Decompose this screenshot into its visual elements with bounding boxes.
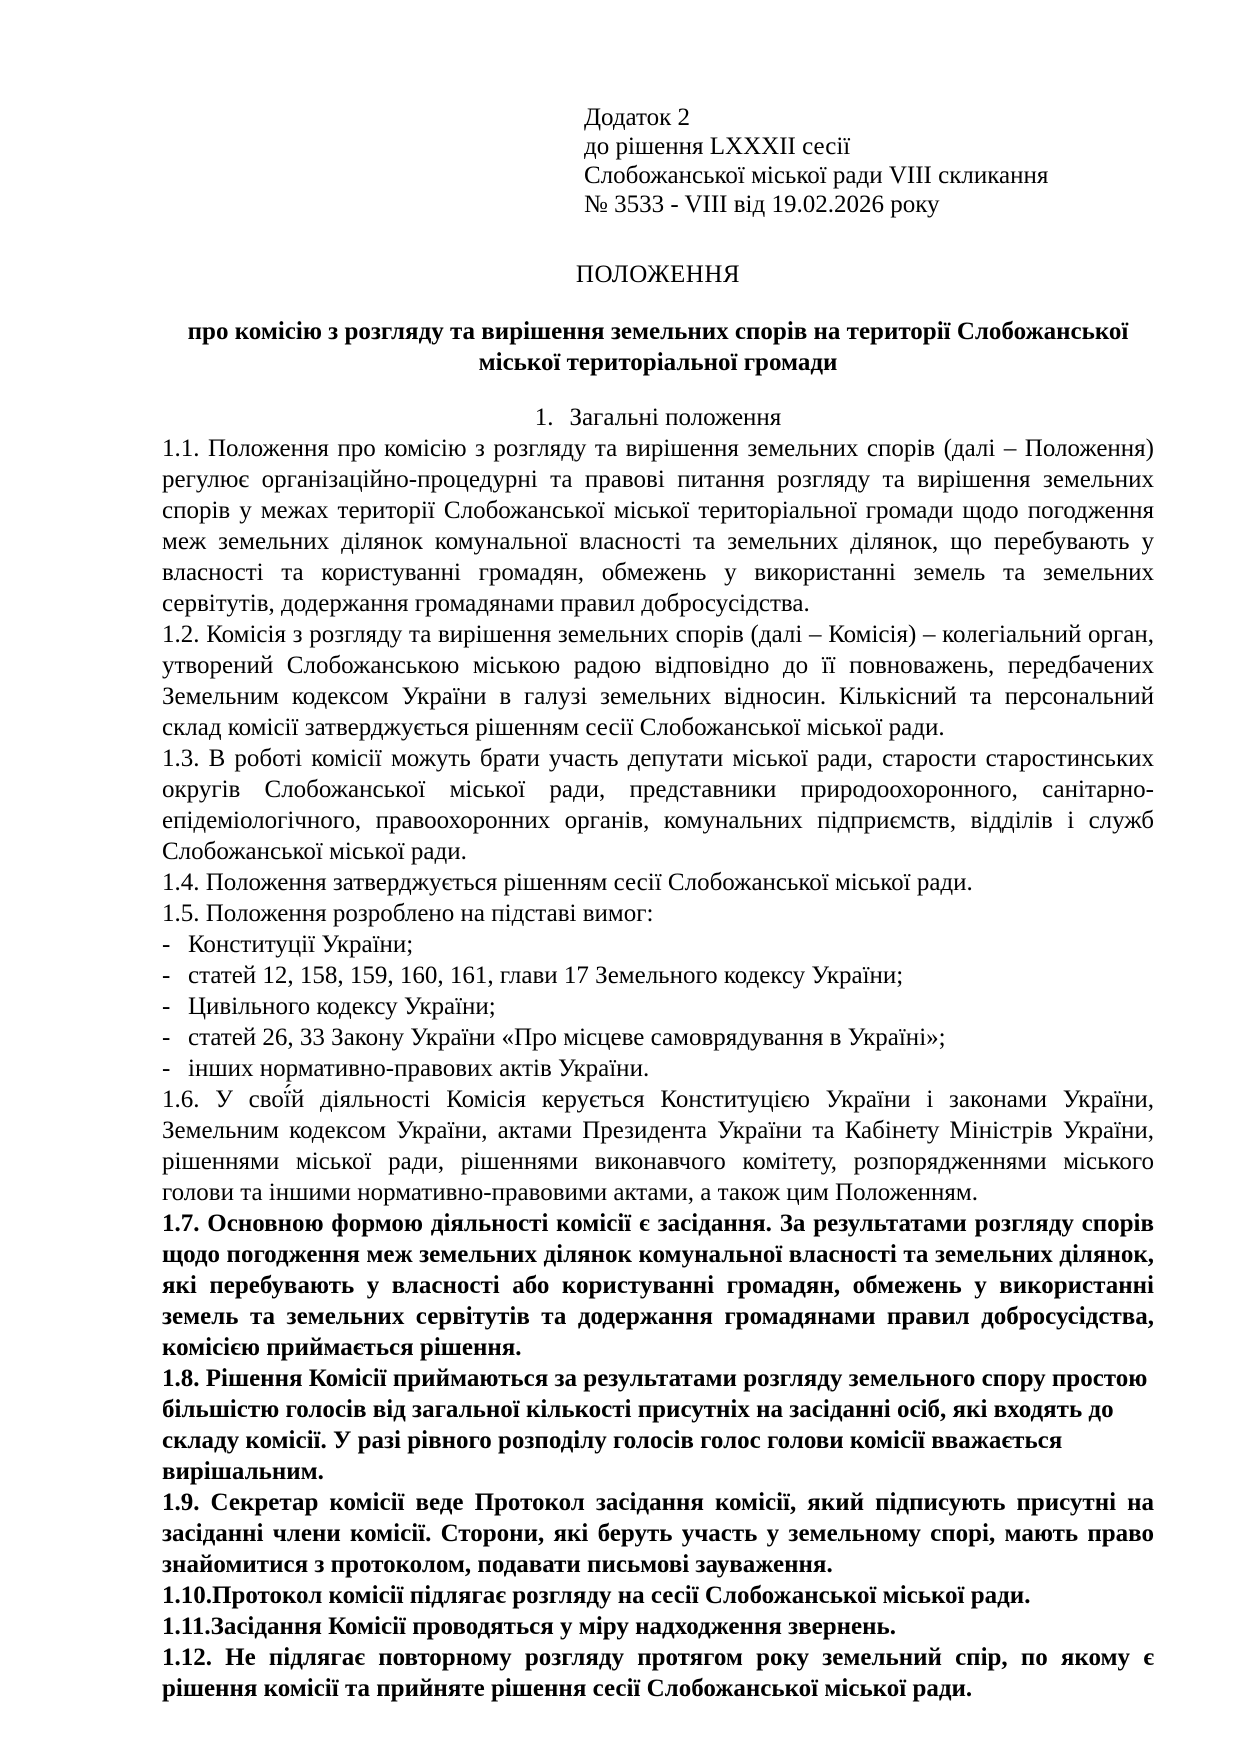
paragraph-1-12: 1.12. Не підлягає повторному розгляду протягом року земельний спір, по якому є рішення комісії та прийняте рішення сесії Слобожанської міської ради. xyxy=(162,1644,1154,1702)
paragraph-1-4: 1.4. Положення затверджується рішенням сесії Слобожанської міської ради. xyxy=(162,869,973,896)
section-number: 1. xyxy=(534,404,554,431)
list-item xyxy=(162,929,1154,960)
list-item xyxy=(162,1022,1154,1053)
list-item-text: статей 26, 33 Закону України «Про місцеве самоврядування в Україні»; xyxy=(188,1024,946,1051)
list-item-text: інших нормативно-правових актів України. xyxy=(188,1055,650,1082)
list-item-dash: - xyxy=(162,962,171,989)
document-subtitle: про комісію з розгляду та вирішення земельних спорів на території Слобожанської міської територіальної громади xyxy=(187,318,1129,376)
list-item-text: статей 12, 158, 159, 160, 161, глави 17 Земельного кодексу України; xyxy=(188,962,904,989)
appendix-line-1: Додаток 2 xyxy=(584,104,690,131)
paragraph-1-8: 1.8. Рішення Комісії приймаються за результатами розгляду земельного спору простою більшістю голосів від загальної кількості присутніх на засіданні осіб, які входять до складу комісії. У разі рівного розподілу голосів голос голови комісії вважається вирішальним. xyxy=(162,1365,1148,1485)
paragraph-1-6: 1.6. У свої́й діяльності Комісія керується Конституцією України і законами України, Земельним кодексом України, актами Президента України та Кабінету Міністрів України, рішеннями міської ради, рішеннями виконавчого комітету, розпорядженнями міського голови та іншими нормативно-правовими актами, а також цим Положенням. xyxy=(162,1086,1154,1206)
paragraph-1-2: 1.2. Комісія з розгляду та вирішення земельних спорів (далі – Комісія) – колегіальний орган, утворений Слобожанською міською радою відповідно до її повноважень, передбачених Земельним кодексом України в галузі земельних відносин. Кількісний та персональний склад комісії затверджується рішенням сесії Слобожанської міської ради. xyxy=(162,621,1154,741)
paragraph-1-3: 1.3. В роботі комісії можуть брати участь депутати міської ради, старости старостинських округів Слобожанської міської ради, представники природоохоронного, санітарно-епідеміологічного, правоохоронних органів, комунальних підприємств, відділів і служб Слобожанської міської ради. xyxy=(162,745,1154,865)
section-heading-text: Загальні положення xyxy=(569,404,782,431)
paragraph-1-7: 1.7. Основною формою діяльності комісії є засідання. За результатами розгляду спорів щодо погодження меж земельних ділянок комунальної власності та земельних ділянок, які перебувають у власності або користуванні громадян, обмежень у використанні земель та земельних сервітутів та додержання громадянами правил добросусідства, комісією приймається рішення. xyxy=(162,1210,1154,1361)
list-item-dash: - xyxy=(162,931,171,958)
section-heading xyxy=(162,402,1154,433)
paragraph-1-10: 1.10.Протокол комісії підлягає розгляду на сесії Слобожанської міської ради. xyxy=(162,1582,1031,1609)
list-item xyxy=(162,1053,1154,1084)
legal-basis-list xyxy=(162,929,1154,1084)
list-item-dash: - xyxy=(162,1024,171,1051)
paragraph-1-5: 1.5. Положення розроблено на підставі вимог: xyxy=(162,900,654,927)
appendix-line-3: Слобожанської міської ради VIII скликання xyxy=(584,162,1049,189)
appendix-line-4: № 3533 - VIII від 19.02.2026 року xyxy=(584,191,940,218)
list-item xyxy=(162,960,1154,991)
appendix-block xyxy=(584,103,1154,219)
list-item-text: Цивільного кодексу України; xyxy=(188,993,496,1020)
list-item-dash: - xyxy=(162,993,171,1020)
paragraph-1-9: 1.9. Секретар комісії веде Протокол засідання комісії, який підписують присутні на засіданні члени комісії. Сторони, які беруть участь у земельному спорі, мають право знайомитися з протоколом, подавати письмові зауваження. xyxy=(162,1489,1154,1578)
appendix-line-2: до рішення LXXXII сесії xyxy=(584,133,851,160)
list-item-dash: - xyxy=(162,1055,171,1082)
document-title: ПОЛОЖЕННЯ xyxy=(575,261,741,288)
paragraph-1-1: 1.1. Положення про комісію з розгляду та вирішення земельних спорів (далі – Положення) регулює організаційно-процедурні та правові питання розгляду та вирішення земельних спорів у межах території Слобожанської міської територіальної громади щодо погодження меж земельних ділянок комунальної власності та земельних ділянок, що перебувають у власності та користуванні громадян, обмежень у використанні земель та земельних сервітутів, додержання громадянами правил добросусідства. xyxy=(162,435,1154,617)
list-item xyxy=(162,991,1154,1022)
list-item-text: Конституції України; xyxy=(188,931,414,958)
paragraph-1-11: 1.11.Засідання Комісії проводяться у міру надходження звернень. xyxy=(162,1613,897,1640)
